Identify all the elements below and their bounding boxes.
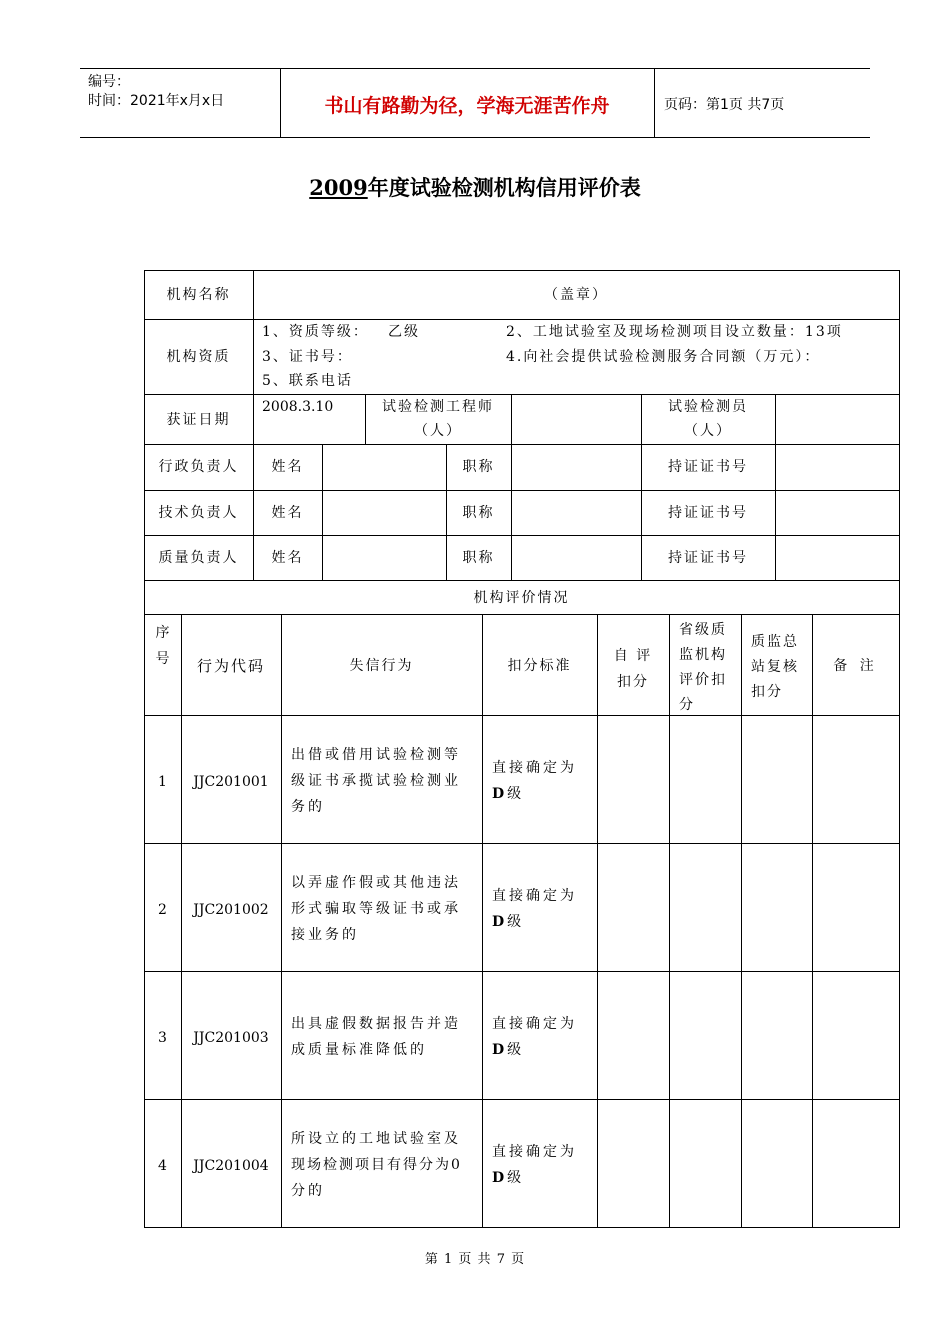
row-deduct-grade xyxy=(492,909,577,935)
col-header-deduct: 扣分标准 xyxy=(507,658,572,674)
person-name-label: 姓名 xyxy=(271,505,304,521)
title-year: 2009 xyxy=(309,175,368,200)
row-deduct-grade xyxy=(492,1165,577,1191)
row-behavior-line: 级证书承揽试验检测业 xyxy=(291,773,461,789)
row-deduct-standard xyxy=(492,1139,577,1191)
qual-phone: 5、联系电话 xyxy=(262,373,353,389)
tester-label-line1: 试验检测员 xyxy=(668,399,748,415)
col-line xyxy=(775,444,776,580)
engineer-count-label xyxy=(365,398,511,440)
person-title-label: 职称 xyxy=(462,505,495,521)
row-line xyxy=(144,1227,899,1228)
seal-placeholder: （盖章） xyxy=(544,287,608,303)
row-behavior-line: 成质量标准降低的 xyxy=(291,1042,427,1058)
col-header-prov xyxy=(679,618,727,718)
col-header-station-3: 扣分 xyxy=(751,684,783,700)
col-line xyxy=(281,614,282,1227)
row-seq: 2 xyxy=(158,902,167,918)
row-behavior xyxy=(291,870,461,948)
row-code: JJC201002 xyxy=(193,902,269,918)
row-deduct-grade xyxy=(492,781,577,807)
row-behavior-line: 以弄虚作假或其他违法 xyxy=(291,875,461,891)
row-seq: 3 xyxy=(158,1030,167,1046)
col-line xyxy=(181,614,182,1227)
qual-cert-number: 3、证书号： xyxy=(262,349,353,365)
header-motto: 书山有路勤为径，学海无涯苦作舟 xyxy=(324,95,610,117)
row-deduct-grade-suffix: 级 xyxy=(507,914,525,930)
col-line xyxy=(253,270,254,580)
row-line xyxy=(144,444,899,445)
org-name-label: 机构名称 xyxy=(166,287,231,303)
row-line xyxy=(144,535,899,536)
col-line xyxy=(511,394,512,444)
row-deduct-grade-letter: D xyxy=(492,786,508,802)
person-role: 技术负责人 xyxy=(158,505,239,521)
col-header-self xyxy=(597,643,669,695)
header-page-info: 页码：第1页 共7页 xyxy=(664,97,785,113)
tester-label-line2: （人） xyxy=(684,423,732,439)
row-deduct-standard xyxy=(492,755,577,807)
row-behavior-line: 出具虚假数据报告并造 xyxy=(291,1016,461,1032)
table-border-right xyxy=(899,270,900,1228)
row-line xyxy=(144,319,899,320)
cert-date-value: 2008.3.10 xyxy=(262,399,334,415)
row-deduct-line: 直接确定为 xyxy=(492,1144,577,1160)
row-behavior-line: 出借或借用试验检测等 xyxy=(291,747,461,763)
person-cert-label: 持证证书号 xyxy=(668,505,748,521)
col-line xyxy=(741,614,742,1227)
person-cert-label: 持证证书号 xyxy=(668,459,748,475)
row-behavior-line: 现场检测项目有得分为0 xyxy=(291,1157,462,1173)
page-title xyxy=(0,172,950,202)
qual-site-count: 2、工地试验室及现场检测项目设立数量：13项 xyxy=(506,324,843,340)
tester-count-label xyxy=(641,398,775,440)
row-behavior-line: 所设立的工地试验室及 xyxy=(291,1131,461,1147)
col-header-self-1: 自 评 xyxy=(613,648,653,664)
row-behavior xyxy=(291,742,461,820)
row-deduct-grade-letter: D xyxy=(492,914,508,930)
row-code: JJC201001 xyxy=(193,774,269,790)
qualification-label: 机构资质 xyxy=(166,349,231,365)
col-header-seq xyxy=(144,620,181,672)
doc-code-label: 编号： xyxy=(88,74,130,90)
page-header xyxy=(80,68,870,138)
row-line xyxy=(144,1099,899,1100)
col-line xyxy=(775,394,776,444)
title-text: 年度试验检测机构信用评价表 xyxy=(367,175,641,200)
person-role: 行政负责人 xyxy=(158,459,239,475)
row-code: JJC201004 xyxy=(193,1158,269,1174)
row-line xyxy=(144,614,899,615)
row-line xyxy=(144,394,899,395)
col-header-station xyxy=(751,630,799,705)
person-title-label: 职称 xyxy=(462,459,495,475)
col-header-prov-3: 评价扣 xyxy=(679,672,727,688)
row-deduct-line: 直接确定为 xyxy=(492,1016,577,1032)
person-name-label: 姓名 xyxy=(271,459,304,475)
row-line xyxy=(144,843,899,844)
col-line xyxy=(597,614,598,1227)
row-behavior-line: 务的 xyxy=(291,799,325,815)
cert-date-label: 获证日期 xyxy=(166,412,231,428)
person-name-label: 姓名 xyxy=(271,550,304,566)
col-header-prov-1: 省级质 xyxy=(679,622,727,638)
qual-grade-value: 乙级 xyxy=(388,324,420,340)
row-deduct-grade-letter: D xyxy=(492,1170,508,1186)
header-divider xyxy=(654,69,655,137)
qual-grade-label: 1、资质等级： xyxy=(262,324,369,340)
row-behavior-line: 分的 xyxy=(291,1183,325,1199)
eval-section-title: 机构评价情况 xyxy=(473,590,570,606)
col-line xyxy=(322,444,323,580)
qual-contract-amount: 4.向社会提供试验检测服务合同额（万元）： xyxy=(506,349,821,365)
row-seq: 1 xyxy=(158,774,167,790)
person-title-label: 职称 xyxy=(462,550,495,566)
col-line xyxy=(511,444,512,580)
col-header-seq-1: 序 xyxy=(155,625,170,641)
engineer-label-line2: （人） xyxy=(414,423,462,439)
col-header-prov-2: 监机构 xyxy=(679,647,727,663)
col-header-station-2: 站复核 xyxy=(751,659,799,675)
col-line xyxy=(812,614,813,1227)
col-header-behavior: 失信行为 xyxy=(349,658,414,674)
row-deduct-line: 直接确定为 xyxy=(492,760,577,776)
col-line xyxy=(669,614,670,1227)
col-line xyxy=(482,614,483,1227)
row-behavior xyxy=(291,1011,461,1063)
col-header-code: 行为代码 xyxy=(196,657,265,675)
col-header-seq-2: 号 xyxy=(155,651,170,667)
col-header-self-2: 扣分 xyxy=(617,674,649,690)
row-deduct-line: 直接确定为 xyxy=(492,888,577,904)
row-line xyxy=(144,580,899,581)
row-line xyxy=(144,715,899,716)
row-deduct-standard xyxy=(492,1011,577,1063)
page-footer: 第 1 页 共 7 页 xyxy=(424,1252,526,1267)
row-deduct-grade-letter: D xyxy=(492,1042,508,1058)
row-line xyxy=(144,971,899,972)
col-header-remark: 备 注 xyxy=(833,658,878,674)
col-header-station-1: 质监总 xyxy=(751,634,799,650)
row-behavior-line: 形式骗取等级证书或承 xyxy=(291,901,461,917)
row-behavior xyxy=(291,1126,462,1204)
doc-time-label: 时间：2021年x月x日 xyxy=(88,93,225,109)
engineer-label-line1: 试验检测工程师 xyxy=(382,399,494,415)
person-cert-label: 持证证书号 xyxy=(668,550,748,566)
row-behavior-line: 接业务的 xyxy=(291,927,359,943)
row-code: JJC201003 xyxy=(193,1030,269,1046)
row-deduct-grade xyxy=(492,1037,577,1063)
row-deduct-grade-suffix: 级 xyxy=(507,1170,525,1186)
person-role: 质量负责人 xyxy=(158,550,239,566)
row-deduct-grade-suffix: 级 xyxy=(507,1042,525,1058)
row-seq: 4 xyxy=(158,1158,167,1174)
row-deduct-grade-suffix: 级 xyxy=(507,786,525,802)
header-left xyxy=(88,73,224,111)
row-line xyxy=(144,490,899,491)
row-line xyxy=(144,270,899,271)
row-deduct-standard xyxy=(492,883,577,935)
col-header-prov-4: 分 xyxy=(679,697,695,713)
